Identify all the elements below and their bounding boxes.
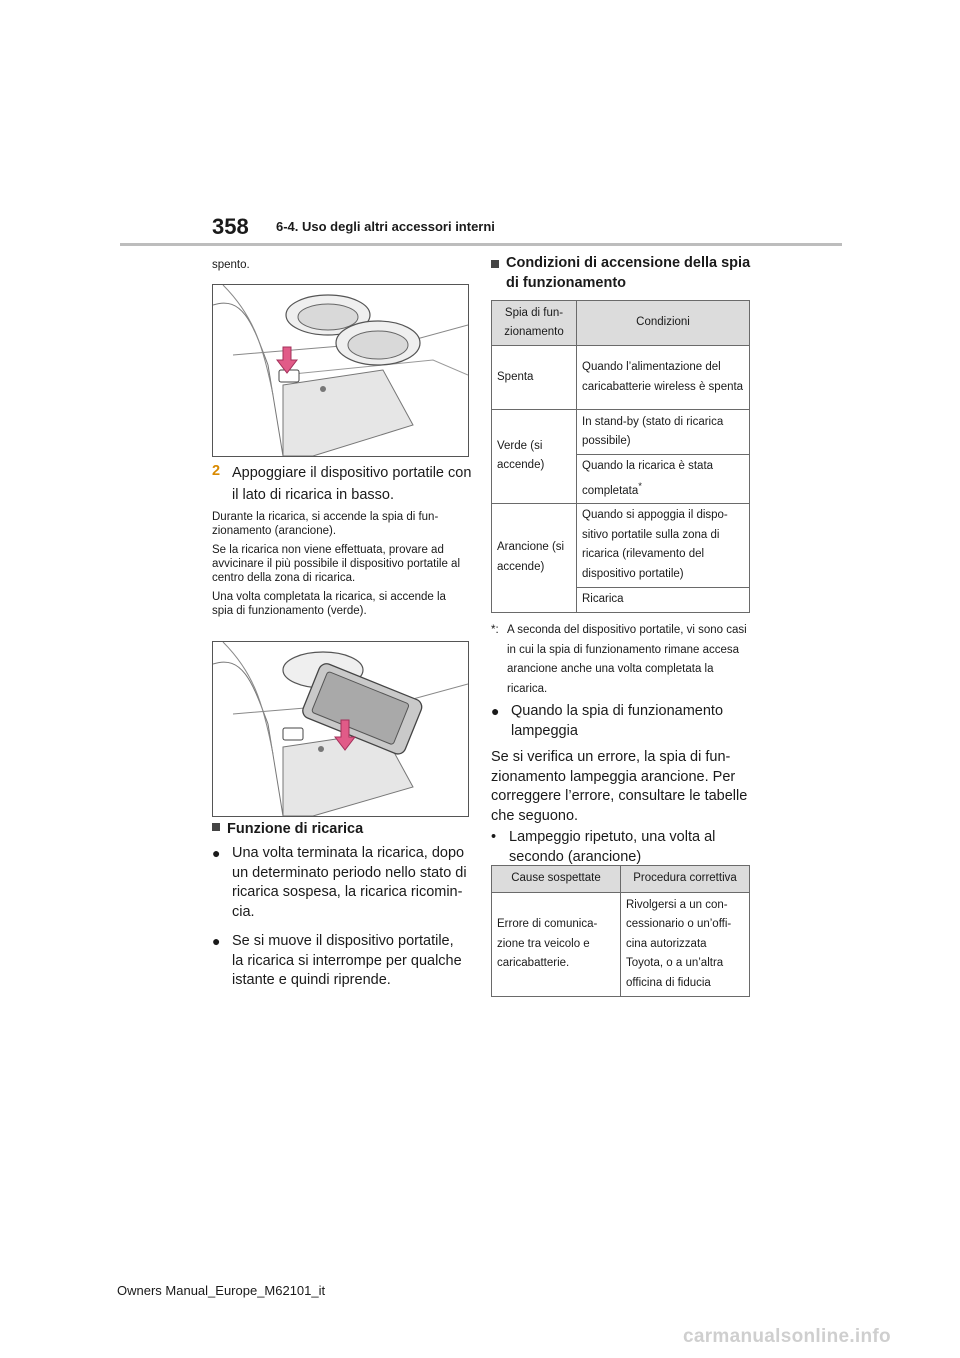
notes-block bbox=[212, 510, 470, 618]
blink-section bbox=[491, 702, 749, 867]
list-item bbox=[212, 844, 468, 922]
table-row bbox=[492, 410, 750, 455]
note-item: Una volta completata la ricarica, si accende la spia di funzionamento (verde). bbox=[212, 591, 446, 617]
blink-text: Se si verifica un errore, la spia di fun- zionamento lampeggia arancione. Per correggere l’errore, consultare le tabelle che seguono. bbox=[491, 749, 748, 824]
table-header-row bbox=[492, 866, 750, 893]
bullet-text: Una volta terminata la ricarica, dopo un determinato periodo nello stato di ricarica sospesa, la ricarica ricomin- cia. bbox=[232, 845, 467, 920]
table-cell: Ricarica bbox=[577, 587, 750, 612]
table-row bbox=[492, 893, 750, 997]
conditions-heading-text: Condizioni di accensione della spia di funzionamento bbox=[506, 255, 751, 291]
list-item bbox=[491, 702, 749, 741]
note-item: Durante la ricarica, si accende la spia di fun- zionamento (arancione). bbox=[212, 511, 439, 537]
bullet-icon: ● bbox=[212, 933, 221, 949]
column-header: Condizioni bbox=[577, 301, 750, 346]
page-number: 358 bbox=[212, 214, 249, 239]
column-header: Cause sospettate bbox=[492, 866, 621, 893]
function-heading-text: Funzione di ricarica bbox=[227, 821, 364, 837]
list-item bbox=[212, 932, 468, 991]
step-text: Appoggiare il dispositivo portatile con il lato di ricarica in basso. bbox=[232, 465, 472, 503]
footnote-mark: * bbox=[638, 480, 642, 492]
figure-phone-on-charger bbox=[212, 641, 469, 817]
column-header: Procedura correttiva bbox=[621, 866, 750, 893]
table-header-row bbox=[492, 301, 750, 346]
square-bullet-icon bbox=[212, 823, 220, 831]
error-table bbox=[491, 865, 750, 997]
column-header: Spia di fun- zionamento bbox=[492, 301, 577, 346]
table-cell: Rivolgersi a un con- cessionario o un’offi- cina autorizzata Toyota, o a un’altra officina di fiducia bbox=[621, 893, 750, 997]
watermark: carmanualsonline.info bbox=[683, 1326, 891, 1347]
sub-bullet-text: Lampeggio ripetuto, una volta al secondo (arancione) bbox=[509, 829, 716, 865]
note-item: Se la ricarica non viene effettuata, provare ad avvicinare il più possibile il dispositivo portatile al centro della zona di ricarica. bbox=[212, 544, 461, 584]
table-cell: Errore di comunica- zione tra veicolo e caricabatterie. bbox=[492, 893, 621, 997]
table-cell: Spenta bbox=[492, 346, 577, 410]
list-item bbox=[491, 828, 749, 867]
footnote-marker: *: bbox=[491, 624, 499, 636]
table-cell: In stand-by (stato di ricarica possibile) bbox=[577, 410, 750, 455]
table-row bbox=[492, 346, 750, 410]
table-row bbox=[492, 503, 750, 587]
table-cell: Arancione (si accende) bbox=[492, 503, 577, 612]
sub-bullet-marker: • bbox=[491, 829, 497, 845]
footer-text: Owners Manual_Europe_M62101_it bbox=[117, 1283, 326, 1298]
footnote-text: A seconda del dispositivo portatile, vi sono casi in cui la spia di funzionamento rimane accesa arancione anche una volta completata la ricarica. bbox=[507, 624, 747, 695]
condition-text: Quando la ricarica è stata completata bbox=[582, 460, 714, 497]
function-heading bbox=[212, 820, 363, 840]
step-number: 2 bbox=[212, 463, 221, 479]
intro-text: spento. bbox=[212, 259, 250, 271]
square-bullet-icon bbox=[491, 260, 499, 268]
bullet-icon: ● bbox=[212, 845, 221, 861]
function-bullets bbox=[212, 844, 468, 991]
step-2 bbox=[212, 462, 472, 506]
header-divider bbox=[120, 243, 842, 246]
table-cell: Quando l’alimentazione del caricabatterie wireless è spenta bbox=[577, 346, 750, 410]
bullet-icon: ● bbox=[491, 703, 500, 719]
conditions-heading bbox=[491, 254, 751, 293]
bullet-text: Se si muove il dispositivo portatile, la ricarica si interrompe per qualche istante e quindi riprende. bbox=[232, 933, 462, 988]
table-cell: Verde (si accende) bbox=[492, 410, 577, 504]
phone-illustration bbox=[213, 642, 468, 816]
figure-wireless-charger-console bbox=[212, 284, 469, 457]
table-cell: Quando si appoggia il dispo- sitivo portatile sulla zona di ricarica (rilevamento del dispositivo portatile) bbox=[577, 503, 750, 587]
console-illustration bbox=[213, 285, 468, 456]
conditions-table bbox=[491, 300, 750, 613]
bullet-text: Quando la spia di funzionamento lampeggia bbox=[511, 703, 724, 739]
table-cell bbox=[577, 455, 750, 504]
footnote bbox=[491, 621, 753, 699]
section-title: 6-4. Uso degli altri accessori interni bbox=[276, 219, 495, 234]
